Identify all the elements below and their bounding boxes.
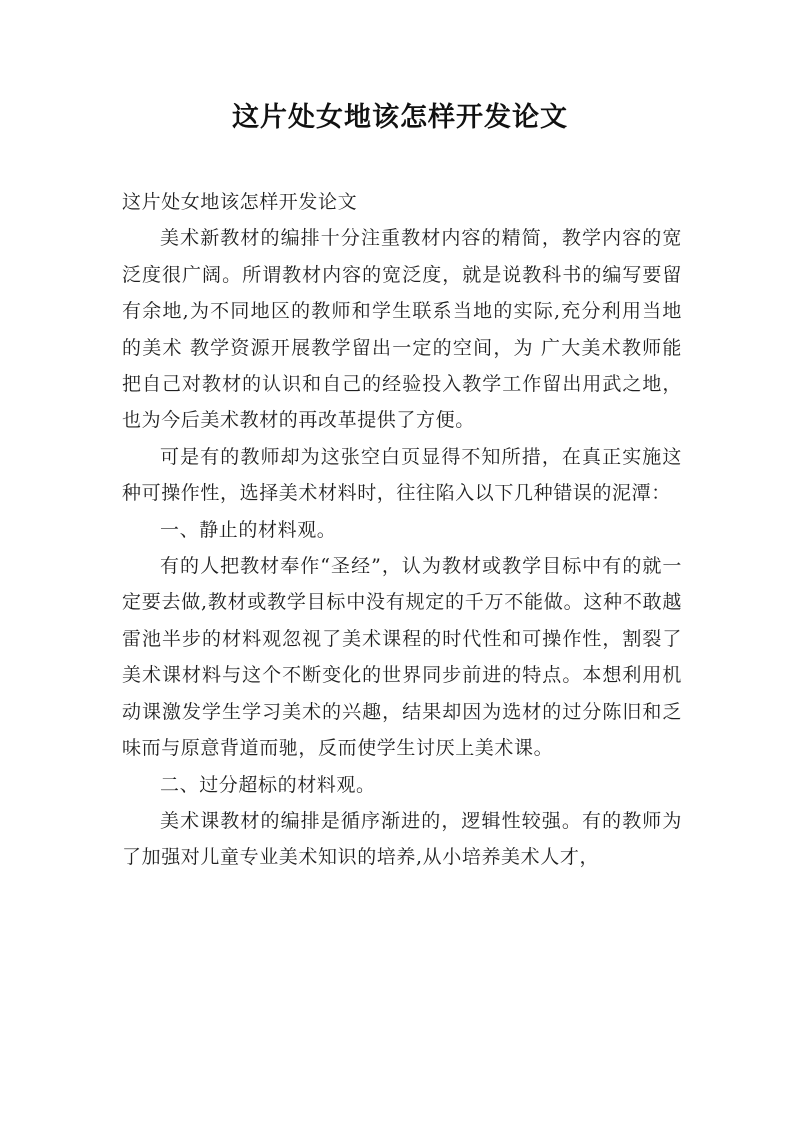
section-heading-1: 一、静止的材料观。 <box>160 518 337 541</box>
document-subtitle: 这片处女地该怎样开发论文 <box>122 191 358 213</box>
paragraph-2: 可是有的教师却为这张空白页显得不知所措，在真正实施这种可操作性，选择美术材料时，往往陷入以下几种错误的泥潭： <box>122 445 682 505</box>
paragraph-3: 有的人把教材奉作“圣经”，认为教材或教学目标中有的就一定要去做,教材或教学目标中没有规定的千万不能做。这种不敢越雷池半步的材料观忽视了美术课程的时代性和可操作性，割裂了美术课材料与这个不断变化的世界同步前进的特点。本想利用机动课激发学生学习美术的兴趣，结果却因为选材的过分陈旧和乏味而与原意背道而驰，反而使学生讨厌上美术课。 <box>122 555 682 760</box>
section-heading-2: 二、过分超标的材料观。 <box>160 773 376 796</box>
paragraph-1: 美术新教材的编排十分注重教材内容的精简，教学内容的宽泛度很广阔。所谓教材内容的宽泛度，就是说教科书的编写要留有余地,为不同地区的教师和学生联系当地的实际,充分利用当地的美术 教学资源开展教学留出一定的空间，为 广大美术教师能把自己对教材的认识和自己的经验投入教学工作留出用武之地，也为今后美术教材的再改革提供了方便。 <box>122 227 682 432</box>
document-title: 这片处女地该怎样开发论文 <box>232 102 568 133</box>
document-body <box>122 184 682 876</box>
paragraph-4: 美术课教材的编排是循序渐进的，逻辑性较强。有的教师为了加强对儿童专业美术知识的培养,从小培养美术人才， <box>122 809 682 869</box>
